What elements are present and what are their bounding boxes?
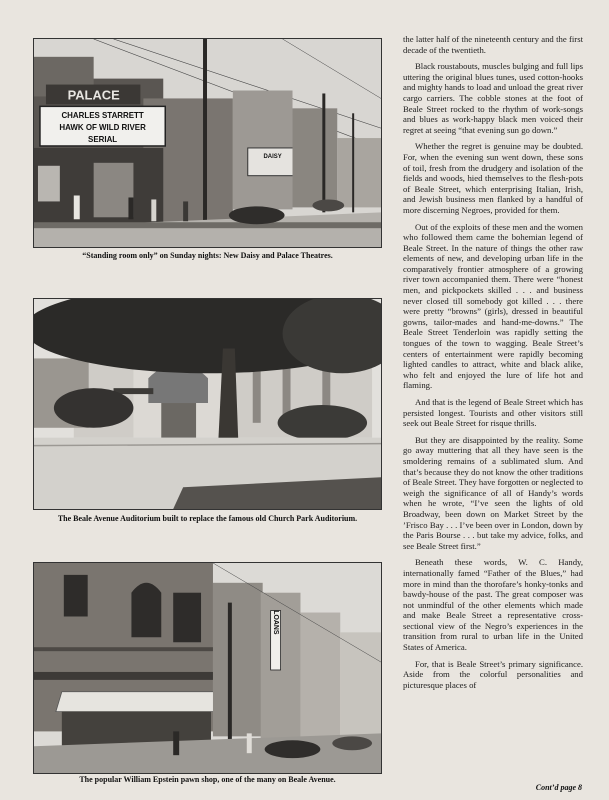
article-paragraph: Out of the exploits of these men and the women who followed them came the bohemian legend of Beale Street. In the nature of things the other raw elements of new, and developing urban life in the comparatively frontier atmosphere of a growing river town accompanied them. There were “honest men, and pickpockets skilled . . . and business never closed till somebody got killed . . . there were pretty “browns” (girls), dressed in beautiful gowns, tailor-mades and hand-me-downs.” The Beale Street Tenderloin was rapidly setting the tongues of the town to wagging. Beale Street’s centers of entertainment were rapidly becoming lighted candles to attract, white and black alike, who felt and enjoyed the lure of life hot and flaming. bbox=[403, 221, 583, 391]
photo-auditorium bbox=[33, 298, 382, 510]
caption-auditorium: The Beale Avenue Auditorium built to replace the famous old Church Park Auditorium. bbox=[57, 514, 358, 523]
daisy-sign: DAISY bbox=[263, 153, 282, 160]
marquee-line-2: HAWK OF WILD RIVER bbox=[59, 123, 146, 133]
article-paragraph: Beneath these words, W. C. Handy, internationally famed “Father of the Blues,” had more in mind than the thorofare’s honky-tonks and bawdy-house of the past. The great composer was not unmindful of the other elements which made and make Beale Street a representative cross-sectional view of the Negro’s experiences in the transition from rural to urban life in the United States of America. bbox=[403, 557, 583, 653]
article-paragraph: And that is the legend of Beale Street which has persisted longest. Tourists and other visitors still seek out Beale Street for risque thrills. bbox=[403, 397, 583, 429]
article-paragraph: For, that is Beale Street’s primary significance. Aside from the colorful personalities and picturesque places of bbox=[403, 658, 583, 690]
article-paragraph: But they are disappointed by the reality. Some go away muttering that all they have seen is the smoldering remains of a sublimated slum. And that’s because they do not know the other traditions of Beale Street. They have forgotten or neglected to weigh the significance of all of Handy’s words when he wrote, “I’ve seen the lights of old Broadway, been down on Market Street by the ’Frisco Bay . . . I’ve been over in London, down by the Paris Bourse . . . but take my advice, folks, and see Beale Street first.” bbox=[403, 434, 583, 551]
marquee-line-1: CHARLES STARRETT bbox=[61, 111, 144, 121]
article-paragraph: Black roustabouts, muscles bulging and full lips uttering the original blues tunes, used cotton-hooks and mighty hands to load and unload the great river cargo carriers. The cobble stones at the foot of Beale Street rocked to the rhythm of work-songs and blues as work-happy black men voiced their regret at seeing “that evening sun go down.” bbox=[403, 61, 583, 135]
photo-pawn-shop bbox=[33, 562, 382, 774]
marquee-line-3: SERIAL bbox=[88, 135, 118, 145]
photo-theatres bbox=[33, 38, 382, 248]
caption-theatres: “Standing room only” on Sunday nights: New Daisy and Palace Theatres. bbox=[82, 251, 333, 260]
article-paragraph: Whether the regret is genuine may be doubted. For, when the evening sun went down, these sons of toil, fresh from the drudgery and isolation of the fields and woods, hied themselves to the flesh-pots of Beale Street, which enterprising Italian, Irish, and Jewish business men flanked by a handful of more discerning Negroes, provided for them. bbox=[403, 141, 583, 215]
palace-sign: PALACE bbox=[67, 87, 120, 103]
article-text-column bbox=[403, 34, 583, 784]
loans-sign: LOANS bbox=[272, 610, 280, 635]
continued-note: Cont’d page 8 bbox=[535, 783, 582, 792]
article-paragraph: the latter half of the nineteenth century and the first decade of the twentieth. bbox=[403, 34, 583, 55]
caption-pawn-shop: The popular William Epstein pawn shop, one of the many on Beale Avenue. bbox=[79, 775, 336, 784]
